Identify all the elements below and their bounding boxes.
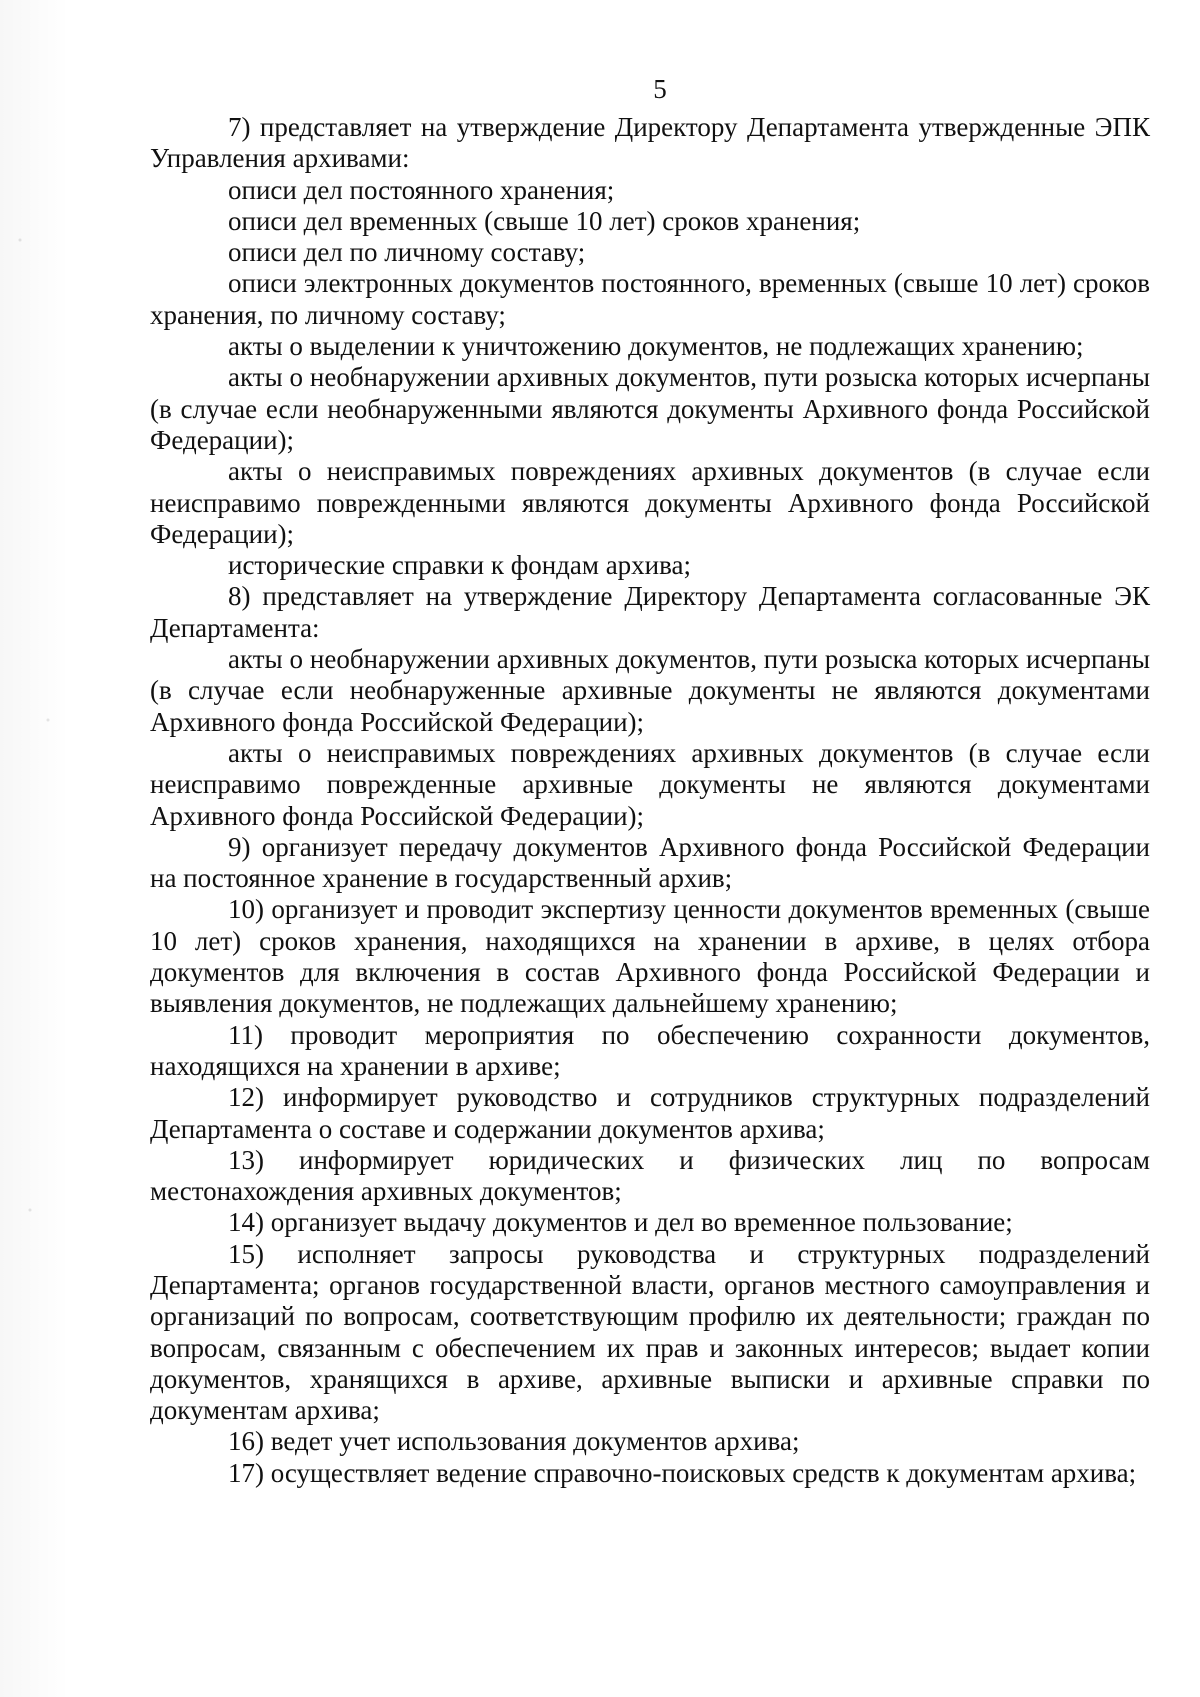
paragraph-7: 7) представляет на утверждение Директору Департамента утвержденные ЭПК Управления архивами:: [150, 112, 1150, 174]
paragraph-10: 10) организует и проводит экспертизу ценности документов временных (свыше 10 лет) сроков хранения, находящихся на хранении в архиве, в целях отбора документов для включения в состав Архивного фонда Российской Федерации и выявления документов, не подлежащих дальнейшему хранению;: [150, 894, 1150, 1019]
list-item-not-found-acts: акты о необнаружении архивных документов, пути розыска которых исчерпаны (в случае если необнаруженными являются документы Архивного фонда Российской Федерации);: [150, 362, 1150, 455]
paragraph-14: 14) организует выдачу документов и дел во временное пользование;: [228, 1207, 1013, 1238]
paragraph-15: 15) исполняет запросы руководства и структурных подразделений Департамента; органов государственной власти, органов местного самоуправления и организаций по вопросам, соответствующим профилю их деятельности; граждан по вопросам, связанным с обеспечением их прав и законных интересов; выдает копии документов, хранящихся в архиве, архивные выписки и архивные справки по документам архива;: [150, 1238, 1150, 1426]
paragraph-11: 11) проводит мероприятия по обеспечению сохранности документов, находящихся на хранении в архиве;: [150, 1019, 1150, 1081]
list-item-personnel-inventories: описи дел по личному составу;: [228, 237, 586, 268]
paragraph-9: 9) организует передачу документов Архивного фонда Российской Федерации на постоянное хранение в государственный архив;: [150, 831, 1150, 894]
paragraph-16: 16) ведет учет использования документов архива;: [228, 1426, 800, 1457]
paragraph-8: 8) представляет на утверждение Директору Департамента согласованные ЭК Департамента:: [150, 581, 1150, 643]
list-item-damage-acts: акты о неисправимых повреждениях архивных документов (в случае если неисправимо поврежденными являются документы Архивного фонда Российской Федерации);: [150, 456, 1150, 549]
list-item-historical-notes: исторические справки к фондам архива;: [228, 550, 692, 581]
list-item-temporary-inventories: описи дел временных (свыше 10 лет) сроков хранения;: [228, 205, 861, 236]
scan-edge-artifact: [0, 0, 70, 1697]
list-item-damage-acts-ek: акты о неисправимых повреждениях архивных документов (в случае если неисправимо поврежденные архивные документы не являются документами Архивного фонда Российской Федерации);: [150, 737, 1150, 831]
paragraph-12: 12) информирует руководство и сотрудников структурных подразделений Департамента о составе и содержании документов архива;: [150, 1082, 1150, 1144]
list-item-destruction-acts: акты о выделении к уничтожению документов, не подлежащих хранению;: [228, 331, 1084, 362]
document-body: [150, 112, 1150, 1489]
paragraph-13: 13) информирует юридических и физических лиц по вопросам местонахождения архивных документов;: [150, 1144, 1150, 1207]
list-item-permanent-inventories: описи дел постоянного хранения;: [228, 174, 615, 205]
list-item-electronic-inventories: описи электронных документов постоянного, временных (свыше 10 лет) сроков хранения, по личному составу;: [150, 268, 1150, 330]
page-number: 5: [653, 74, 667, 104]
list-item-not-found-acts-ek: акты о необнаружении архивных документов, пути розыска которых исчерпаны (в случае если необнаруженные архивные документы не являются документами Архивного фонда Российской Федерации);: [150, 644, 1150, 737]
paragraph-17: 17) осуществляет ведение справочно-поисковых средств к документам архива;: [228, 1457, 1137, 1488]
